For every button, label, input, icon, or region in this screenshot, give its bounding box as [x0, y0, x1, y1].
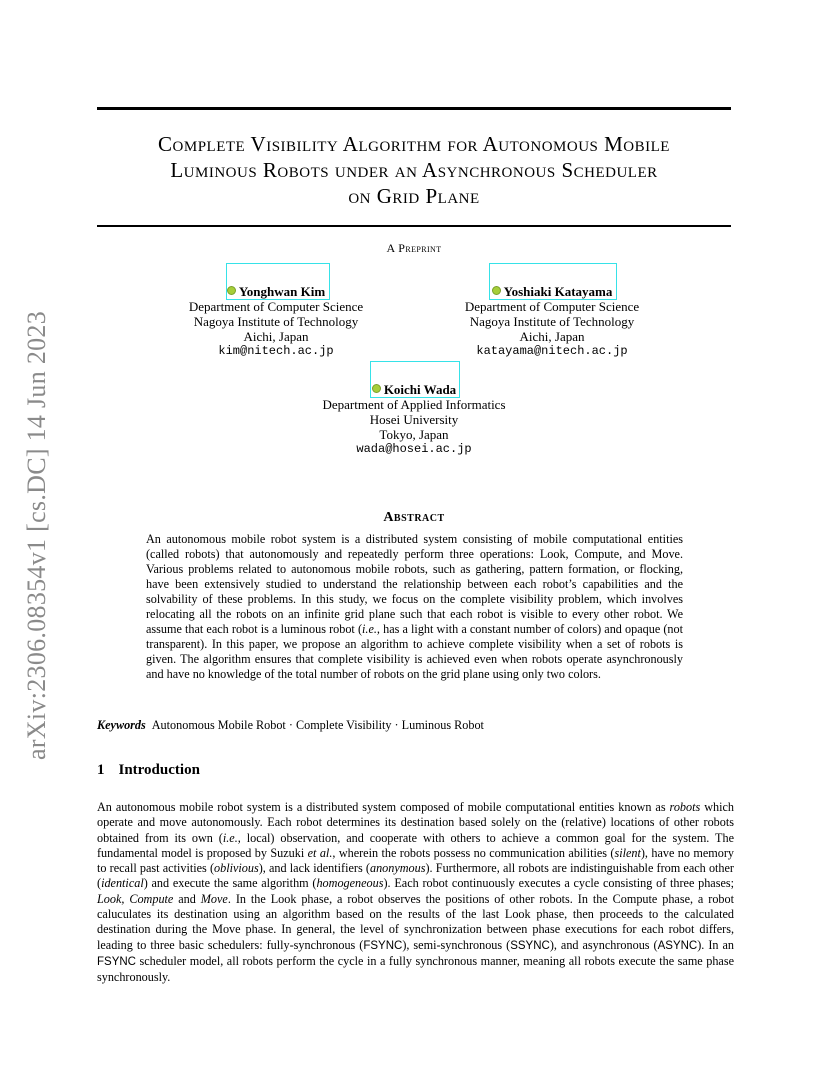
- intro-part: local) observation, and cooperate with others to achieve a common goal for the system. The fundamental model is proposed by Suzuki: [97, 830, 734, 860]
- section-heading: [97, 762, 200, 779]
- author-department: Department of Computer Science: [464, 299, 640, 314]
- intro-italic: identical: [101, 876, 144, 891]
- intro-italic: Look, Compute: [97, 891, 174, 906]
- orcid-icon[interactable]: [372, 384, 381, 393]
- intro-part: ). Furthermore, all robots are indistinguishable from each other (: [97, 861, 734, 891]
- author-block: [176, 284, 376, 359]
- intro-part: scheduler model, all robots perform the cycle in a fully synchronous manner, meaning all robots execute the same phase synchronously.: [97, 953, 734, 985]
- title-line-3: on Grid Plane: [348, 184, 480, 208]
- intro-scheduler: ASYNC: [657, 939, 698, 952]
- intro-scheduler: FSYNC: [363, 939, 403, 952]
- author-location: Aichi, Japan: [243, 329, 309, 344]
- intro-scheduler: SSYNC: [510, 939, 550, 952]
- title-line-2: Luminous Robots under an Asynchronous Scheduler: [170, 158, 658, 182]
- intro-italic: i.e.,: [222, 830, 241, 845]
- preprint-label: A Preprint: [386, 241, 442, 255]
- paper-title: [97, 131, 731, 209]
- intro-part: . In the Look phase, a robot observes the positions of other robots. In the Compute phase, a robot caluculates its destination using an algorithm based on the results of the last Look phase, then proceeds to the calculated destination during the Move phase. In general, the level of synchronization between phase executions for each robot differs, leading to three basic schedulers: fully-synchronous (: [97, 891, 734, 952]
- intro-italic: oblivious: [214, 861, 259, 876]
- keywords: [97, 718, 484, 733]
- abstract-heading: Abstract: [383, 510, 445, 525]
- abstract-ie: i.e.,: [362, 622, 380, 636]
- section-number: 1: [97, 762, 105, 778]
- intro-part: An autonomous mobile robot system is a distributed system composed of mobile computational entities known as: [97, 800, 670, 814]
- intro-paragraph: [97, 800, 734, 986]
- author-location: Aichi, Japan: [519, 329, 585, 344]
- keywords-label: Keywords: [97, 718, 146, 732]
- intro-part: ). In an: [697, 937, 735, 952]
- title-rule-bottom: [97, 225, 731, 227]
- author-block: [452, 284, 652, 359]
- abstract-part: has a light with a constant number of colors) and opaque (not transparent). In this paper, we propose an algorithm to achieve complete visibility when a set of robots is given. The algorithm ensures that complete visibility is achieved even when robots operate asynchronously and have no knowledge of the total number of robots on the grid plane using only two colors.: [146, 622, 683, 681]
- author-location: Tokyo, Japan: [379, 427, 449, 442]
- section-title: Introduction: [118, 762, 200, 778]
- intro-italic: et al.: [307, 845, 333, 860]
- arxiv-identifier: arXiv:2306.08354v1 [cs.DC] 14 Jun 2023: [22, 310, 51, 760]
- author-institution: Hosei University: [369, 412, 459, 427]
- intro-italic: homogeneous: [316, 876, 384, 891]
- author-name[interactable]: Koichi Wada: [383, 382, 457, 397]
- author-name[interactable]: Yoshiaki Katayama: [503, 284, 613, 299]
- abstract-part: An autonomous mobile robot system is a distributed system consisting of mobile computational entities (called robots) that autonomously and repeatedly perform three operations: Look, Compute, and Move. Various problems related to autonomous mobile robots, such as gathering, pattern formation, or flocking, have been extensively studied to understand the relationship between each robot’s capabilities and the solvability of these problems. In this study, we focus on the complete visibility problem, which involves relocating all the robots on an infinite grid plane such that each robot is visible to every other robot. We assume that each robot is a luminous robot (: [146, 532, 683, 636]
- title-line-1: Complete Visibility Algorithm for Autonomous Mobile: [158, 132, 670, 156]
- author-name[interactable]: Yonghwan Kim: [238, 284, 326, 299]
- intro-italic: robots: [669, 800, 701, 814]
- abstract-text: [146, 532, 683, 682]
- intro-part: and: [173, 891, 201, 906]
- orcid-icon[interactable]: [227, 286, 236, 295]
- orcid-icon[interactable]: [492, 286, 501, 295]
- intro-italic: Move: [200, 891, 228, 906]
- author-department: Department of Computer Science: [188, 299, 364, 314]
- author-email[interactable]: kim@nitech.ac.jp: [218, 344, 334, 358]
- intro-part: ). Each robot continuously executes a cycle consisting of three phases;: [383, 876, 734, 891]
- intro-part: ), and asynchronous (: [549, 937, 658, 952]
- intro-part: ), semi-synchronous (: [402, 937, 511, 952]
- title-rule-top: [97, 107, 731, 110]
- intro-part: ), have no memory to recall past activities (: [97, 845, 734, 876]
- author-block: [314, 382, 514, 457]
- intro-italic: anonymous: [369, 861, 426, 876]
- intro-part: , wherein the robots possess no communication abilities (: [332, 845, 615, 860]
- author-department: Department of Applied Informatics: [322, 397, 506, 412]
- intro-scheduler: FSYNC: [97, 955, 136, 968]
- intro-part: ), and lack identifiers (: [258, 861, 370, 876]
- author-institution: Nagoya Institute of Technology: [469, 314, 635, 329]
- author-email[interactable]: wada@hosei.ac.jp: [356, 442, 472, 456]
- author-institution: Nagoya Institute of Technology: [193, 314, 359, 329]
- author-email[interactable]: katayama@nitech.ac.jp: [476, 344, 628, 358]
- keywords-text: Autonomous Mobile Robot · Complete Visibility · Luminous Robot: [151, 718, 484, 732]
- intro-part: ) and execute the same algorithm (: [143, 876, 317, 891]
- intro-italic: silent: [614, 845, 641, 860]
- intro-part: which operate and move autonomously. Each robot determines its destination based solely on the (relative) locations of other robots obtained from its own (: [97, 800, 734, 845]
